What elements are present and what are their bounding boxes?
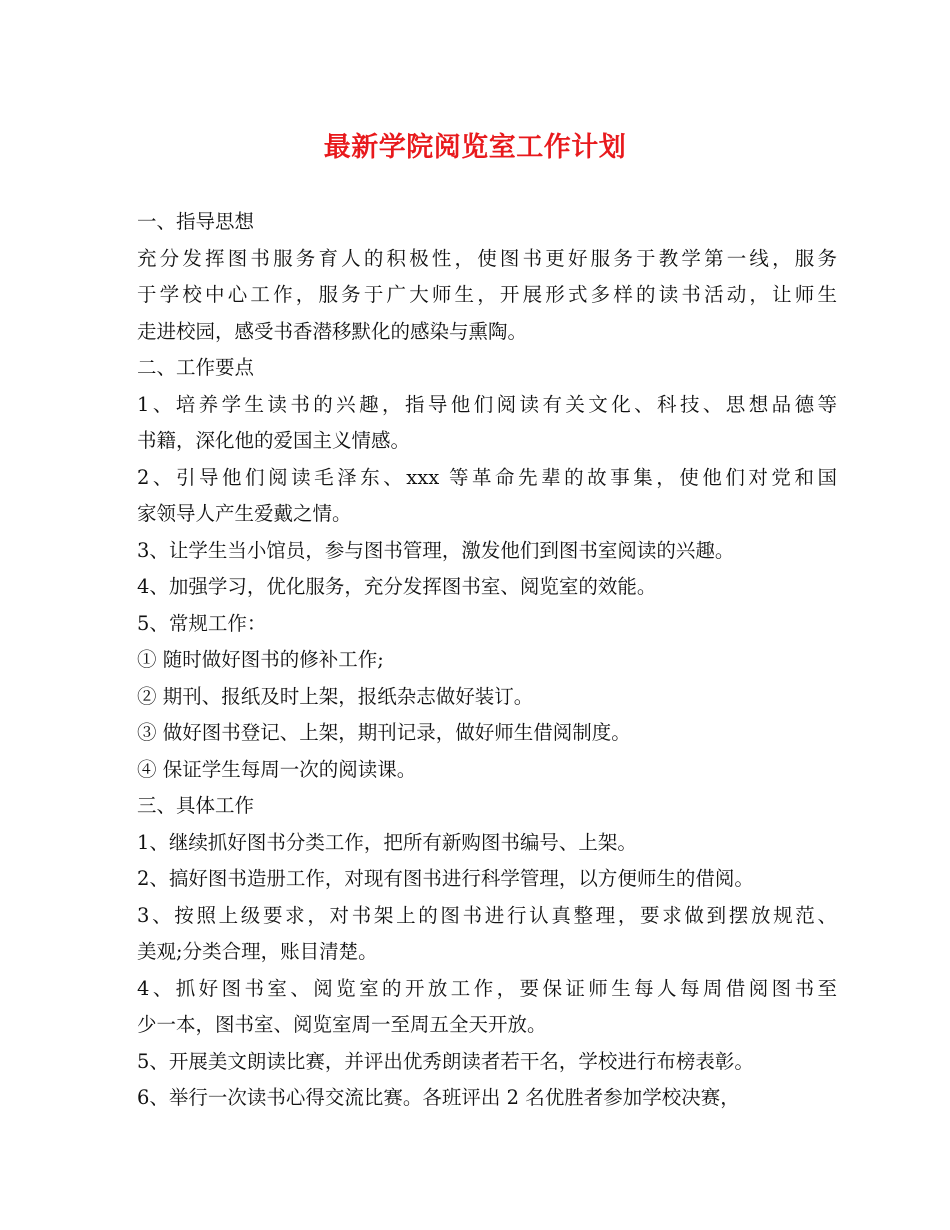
paragraph-line: 充分发挥图书服务育人的积极性，使图书更好服务于教学第一线，服务 [137,246,837,270]
document-title: 最新学院阅览室工作计划 [323,132,627,163]
list-item: ③ 做好图书登记、上架，期刊记录，做好师生借阅制度。 [137,721,631,744]
paragraph-line: 于学校中心工作，服务于广大师生，开展形式多样的读书活动，让师生 [137,283,837,306]
paragraph-line: 4、加强学习，优化服务，充分发挥图书室、阅览室的效能。 [137,575,657,598]
paragraph-line: 家领导人产生爱戴之情。 [137,502,352,525]
paragraph-line: 走进校园，感受书香潜移默化的感染与熏陶。 [137,319,528,343]
list-item: ④ 保证学生每周一次的阅读课。 [137,757,417,781]
section-heading-specific-work: 三、具体工作 [137,794,255,817]
paragraph-line: 2、引导他们阅读毛泽东、xxx 等革命先辈的故事集，使他们对党和国 [137,465,837,489]
section-heading-guiding-thought: 一、指导思想 [137,210,255,233]
paragraph-line: 5、开展美文朗读比赛，并评出优秀朗读者若干名，学校进行布榜表彰。 [137,1049,754,1073]
list-item: ② 期刊、报纸及时上架，报纸杂志做好装订。 [137,684,534,708]
section-heading-work-points: 二、工作要点 [137,356,255,379]
paragraph-line: 美观;分类合理，账目清楚。 [137,940,378,963]
document-body [137,204,837,1117]
paragraph-line: 3、按照上级要求，对书架上的图书进行认真整理，要求做到摆放规范、 [137,903,837,927]
paragraph-line: 3、让学生当小馆员，参与图书管理，激发他们到图书室阅读的兴趣。 [137,538,735,562]
paragraph-line: 5、常规工作： [137,611,267,635]
paragraph-line: 1、培养学生读书的兴趣，指导他们阅读有关文化、科技、思想品德等 [137,392,837,416]
list-item: ① 随时做好图书的修补工作; [137,648,384,671]
paragraph-line: 书籍，深化他的爱国主义情感。 [137,429,411,452]
paragraph-line: 1、继续抓好图书分类工作，把所有新购图书编号、上架。 [137,830,637,854]
paragraph-line: 2、搞好图书造册工作，对现有图书进行科学管理，以方便师生的借阅。 [137,867,754,890]
paragraph-line: 6、举行一次读书心得交流比赛。各班评出 2 名优胜者参加学校决赛， [137,1086,740,1109]
paragraph-line: 少一本，图书室、阅览室周一至周五全天开放。 [137,1013,547,1036]
paragraph-line: 4、抓好图书室、阅览室的开放工作，要保证师生每人每周借阅图书至 [137,976,837,1000]
